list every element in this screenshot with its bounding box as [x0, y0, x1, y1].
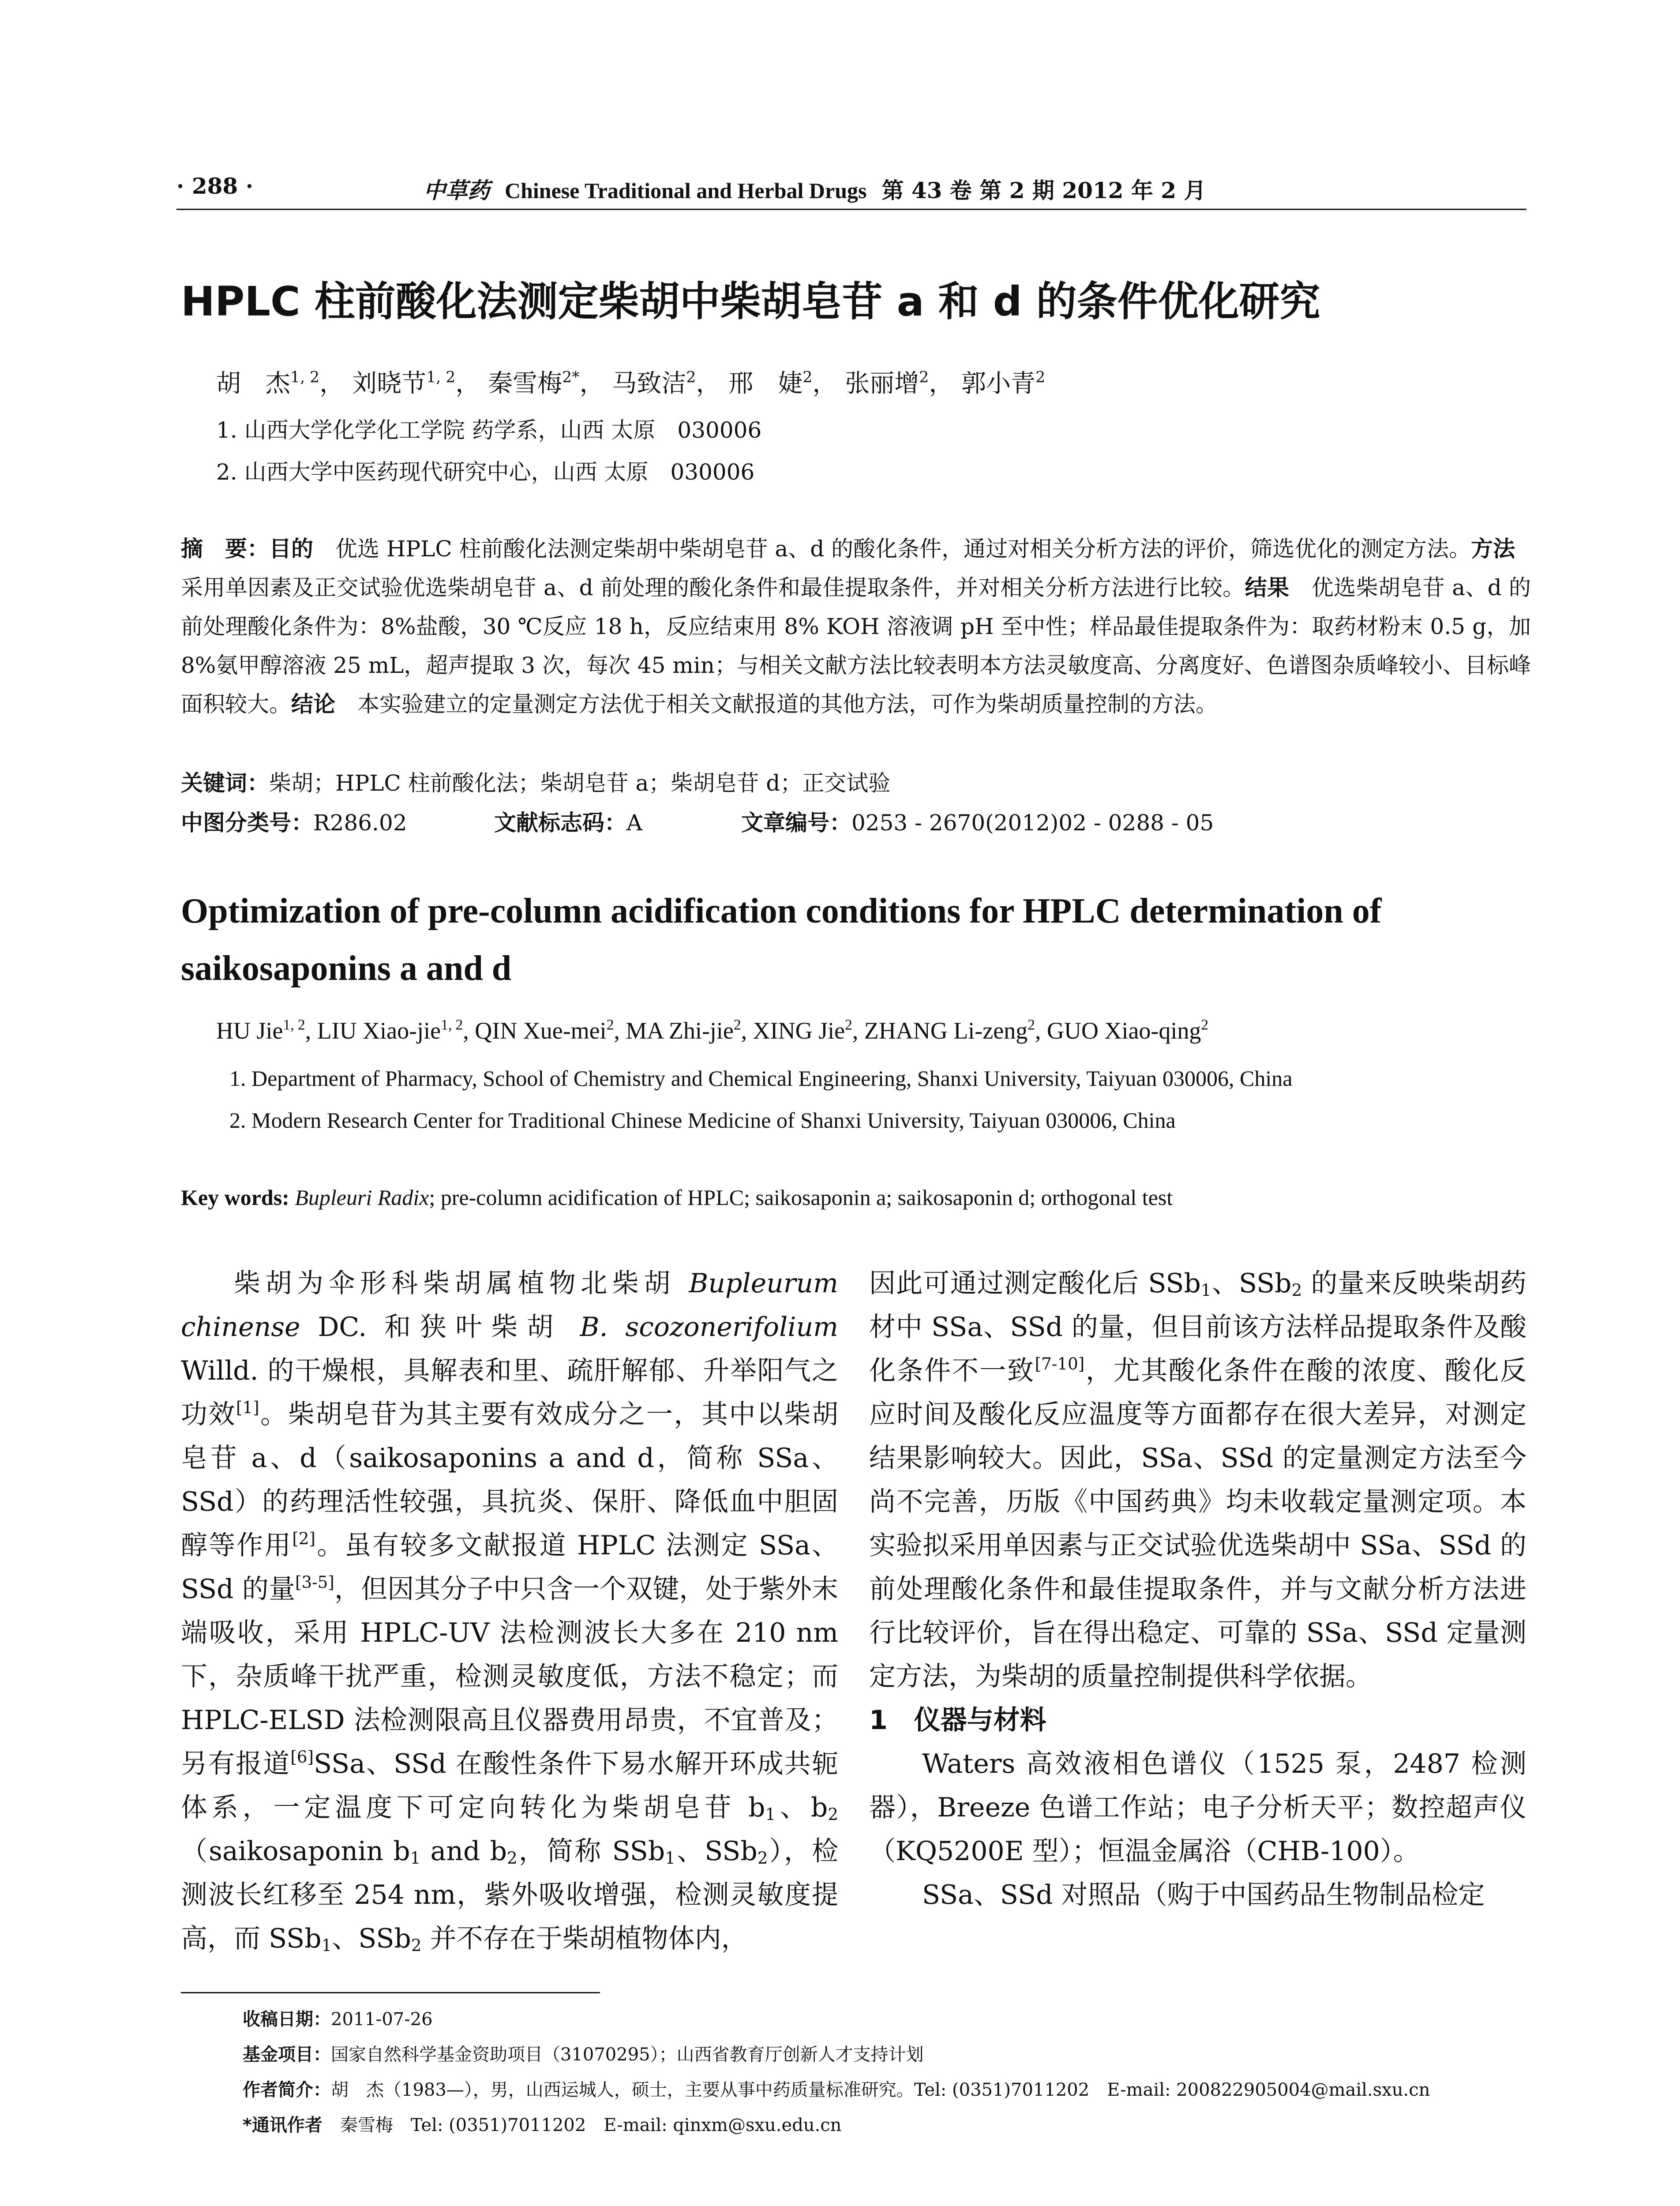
journal-name-cn: 中草药 — [424, 177, 490, 203]
journal-header — [424, 173, 1206, 205]
paragraph: Waters 高效液相色谱仪（1525 泵，2487 检测器），Breeze 色谱工作站；电子分析天平；数控超声仪（KQ5200E 型）；恒温金属浴（CHB-100）。 — [869, 1748, 1526, 1867]
abstract-result-label: 结果 — [1245, 575, 1290, 600]
title-en: Optimization of pre-column acidification conditions for HPLC determination of saikosaponins a and d — [181, 892, 1382, 988]
affiliation-en: 2. Modern Research Center for Traditional Chinese Medicine of Shanxi University, Taiyuan 030006, China — [229, 1108, 1176, 1133]
author-cn: 胡 杰$^{1, 2}$ — [216, 368, 320, 398]
classification-line — [181, 805, 1214, 837]
keywords-cn — [181, 765, 890, 797]
keywords-en-label: Key words: — [181, 1185, 289, 1210]
citation[interactable]: [1] — [236, 1397, 259, 1417]
keywords-en-italic: Bupleuri Radix — [295, 1185, 429, 1210]
authors-en: HU Jie$^{1, 2}$, LIU Xiao-jie$^{1, 2}$, QIN Xue-mei$^2$, MA Zhi-jie$^2$, XING Jie$^2$, ZHANG Li-zeng$^2$, GUO Xiao-qing$^2$ — [216, 1017, 1209, 1044]
abstract-objective: 优选 HPLC 柱前酸化法测定柴胡中柴胡皂苷 a、d 的酸化条件，通过对相关分析方法的评价，筛选优化的测定方法。 — [313, 536, 1471, 562]
keywords-en — [181, 1185, 1173, 1210]
journal-issue: 第 43 卷 第 2 期 2012 年 2 月 — [881, 177, 1206, 203]
abstract-conclusion: 本实验建立的定量测定方法优于相关文献报道的其他方法，可作为柴胡质量控制的方法。 — [335, 691, 1218, 717]
author-cn: 刘晓节$^{1, 2}$ — [352, 368, 456, 398]
citation[interactable]: [6] — [290, 1747, 314, 1767]
author-cn: 郭小青$^2$ — [961, 368, 1046, 398]
footnote-funding: 基金项目：国家自然科学基金资助项目（31070295）；山西省教育厅创新人才支持计划 — [243, 2045, 924, 2065]
citation[interactable]: [2] — [292, 1528, 316, 1548]
paragraph: 因此可通过测定酸化后 SSb$_1$、SSb$_2$ 的量来反映柴胡药材中 SSa、SSd 的量，但目前该方法样品提取条件及酸化条件不一致[7-10]，尤其酸化条件在酸的浓度、酸化反应时间及酸化反应温度等方面都存在很大差异，对测定结果影响较大。因此，SSa、SSd 的定量测定方法至今尚不完善，历版《中国药典》均未收载定量测定项。本实验拟采用单因素与正交试验优选柴胡中 SSa、SSd 的前处理酸化条件和最佳提取条件，并与文献分析方法进行比较评价，旨在得出稳定、可靠的 SSa、SSd 定量测定方法，为柴胡的质量控制提供科学依据。 — [869, 1268, 1527, 1692]
abstract-method: 采用单因素及正交试验优选柴胡皂苷 a、d 前处理的酸化条件和最佳提取条件，并对相关分析方法进行比较。 — [181, 536, 1538, 600]
citation[interactable]: [7-10] — [1035, 1354, 1085, 1373]
author-en: ZHANG Li-zeng$^2$ — [864, 1017, 1035, 1044]
keywords-cn-text: 柴胡；HPLC 柱前酸化法；柴胡皂苷 a；柴胡皂苷 d；正交试验 — [269, 770, 891, 796]
author-en: MA Zhi-jie$^2$ — [626, 1017, 741, 1044]
keywords-en-text: ; pre-column acidification of HPLC; saikosaponin a; saikosaponin d; orthogonal test — [429, 1185, 1173, 1210]
footnote-rule — [181, 1992, 600, 1993]
abstract-method-label: 方法 — [1471, 536, 1515, 562]
header-rule — [176, 209, 1526, 210]
authors-cn: 胡 杰$^{1, 2}$， 刘晓节$^{1, 2}$， 秦雪梅$^{2*}$， 马致洁$^2$， 邢 婕$^2$， 张丽增$^2$， 郭小青$^2$ — [216, 368, 1046, 398]
abstract-label: 摘 要： — [181, 536, 269, 562]
abstract-result: 优选柴胡皂苷 a、d 的前处理酸化条件为：8%盐酸，30 ℃反应 18 h，反应结束用 8% KOH 溶液调 pH 至中性；样品最佳提取条件为：取药材粉末 0.5 g，加 8%氨甲醇溶液 25 mL，超声提取 3 次，每次 45 min；与相关文献方法比较表明本方法灵敏度高、分离度好、色谱图杂质峰较小、目标峰面积较大。 — [181, 575, 1531, 717]
author-cn: 张丽增$^2$ — [845, 368, 929, 398]
abstract-objective-label: 目的 — [269, 536, 313, 562]
citation[interactable]: [3-5] — [295, 1572, 334, 1592]
doc-code-group: 文献标志码：A — [494, 810, 643, 836]
affiliation-en: 1. Department of Pharmacy, School of Chemistry and Chemical Engineering, Shanxi University, Taiyuan 030006, China — [229, 1066, 1293, 1091]
title-cn: HPLC 柱前酸化法测定柴胡中柴胡皂苷 a 和 d 的条件优化研究 — [181, 278, 1320, 325]
author-en: QIN Xue-mei$^2$ — [475, 1017, 614, 1044]
affiliation-cn: 2. 山西大学中医药现代研究中心，山西 太原 030006 — [216, 459, 755, 485]
abstract-conclusion-label: 结论 — [291, 691, 335, 717]
footnote-corresponding: *通讯作者 秦雪梅 Tel: (0351)7011202 E-mail: qinxm@sxu.edu.cn — [243, 2115, 842, 2135]
author-en: XING Jie$^2$ — [753, 1017, 852, 1044]
author-en: GUO Xiao-qing$^2$ — [1046, 1017, 1209, 1044]
paragraph: SSa、SSd 对照品（购于中国药品生物制品检定 — [922, 1880, 1485, 1910]
author-cn: 邢 婕$^2$ — [728, 368, 813, 398]
author-cn: 秦雪梅$^{2*}$ — [488, 368, 580, 398]
footnote-author-bio: 作者简介：胡 杰（1983—），男，山西运城人，硕士，主要从事中药质量标准研究。Tel: (0351)7011202 E-mail: 200822905004@mail.sxu.cn — [243, 2080, 1430, 2100]
footnote-received: 收稿日期：2011-07-26 — [243, 2009, 433, 2030]
author-en: LIU Xiao-jie$^{1, 2}$ — [317, 1017, 463, 1044]
article-number-group: 文章编号：0253 - 2670(2012)02 - 0288 - 05 — [741, 810, 1214, 836]
body-column-left — [181, 1262, 838, 1961]
paragraph: 柴胡为伞形科柴胡属植物北柴胡 Bupleurum chinense DC. 和狭叶柴胡 B. scozonerifolium Willd. 的干燥根，具解表和里、疏肝解郁、升举阳气之功效[1]。柴胡皂苷为其主要有效成分之一，其中以柴胡皂苷 a、d（saikosaponins a and d，简称 SSa、SSd）的药理活性较强，具抗炎、保肝、降低血中胆固醇等作用[2]。虽有较多文献报道 HPLC 法测定 SSa、SSd 的量[3-5]，但因其分子中只含一个双键，处于紫外末端吸收，采用 HPLC-UV 法检测波长大多在 210 nm 下，杂质峰干扰严重，检测灵敏度低，方法不稳定；而 HPLC-ELSD 法检测限高且仪器费用昂贵，不宜普及；另有报道[6]SSa、SSd 在酸性条件下易水解开环成共轭体系，一定温度下可定向转化为柴胡皂苷 $b_1$、$b_2(saikosaponin$ $b_1$ and $b_2$，简称 SSb$_1$、SSb$_2$），检测波长红移至 254 nm，紫外吸收增强，检测灵敏度提高，而 SSb$_1$、SSb$_2$ 并不存在于柴胡植物体内， — [181, 1268, 839, 1955]
page-number: · 288 · — [176, 173, 253, 199]
clc-group: 中图分类号：R286.02 — [181, 810, 407, 836]
keywords-cn-label: 关键词： — [181, 770, 269, 796]
body-column-right — [869, 1262, 1526, 1917]
abstract-cn — [181, 529, 1538, 724]
section-heading: 1 仪器与材料 — [869, 1705, 1046, 1736]
journal-name-en: Chinese Traditional and Herbal Drugs — [505, 178, 867, 203]
author-en: HU Jie$^{1, 2}$ — [216, 1017, 305, 1044]
affiliation-cn: 1. 山西大学化学化工学院 药学系，山西 太原 030006 — [216, 417, 762, 443]
author-cn: 马致洁$^2$ — [612, 368, 696, 398]
